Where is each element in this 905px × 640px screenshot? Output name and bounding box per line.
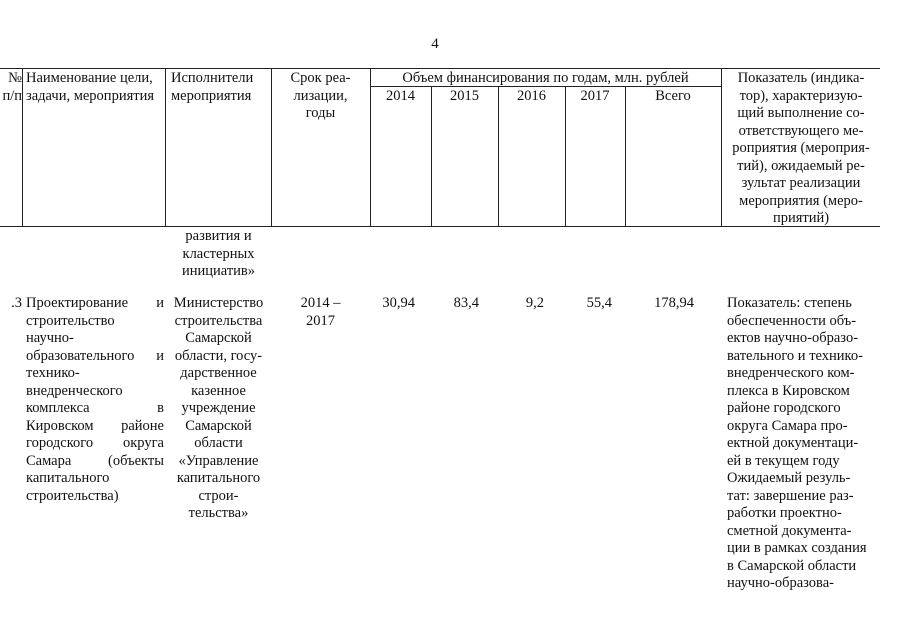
col-divider-5 xyxy=(431,86,432,226)
row-executors: Министерство строительства Самарской области, госу- дарственное казенное учреждение Самарской области «Управление капитального строи- тельства» xyxy=(173,295,264,521)
header-year-2016: 2016 xyxy=(517,88,546,104)
col-divider-7 xyxy=(565,86,566,226)
header-indicator: Показатель (индика- тор), характеризую- щий выполнение со- ответствующего ме- роприятия (мероприя- тий), ожидаемый ре- зультат реализации мероприятия (меро- приятий) xyxy=(732,70,870,226)
col-divider-2 xyxy=(165,68,166,226)
col-divider-1 xyxy=(22,68,23,226)
header-financing: Объем финансирования по годам, млн. рублей xyxy=(402,70,689,86)
header-executors: Исполнители мероприятия xyxy=(171,70,254,104)
executors-carryover: развития и кластерных инициатив» xyxy=(181,228,256,279)
col-divider-6 xyxy=(498,86,499,226)
header-name: Наименование цели, задачи, мероприятия xyxy=(26,70,155,104)
row-value-2014: 30,94 xyxy=(382,295,415,311)
row-value-2015: 83,4 xyxy=(453,295,479,311)
row-number: 3. xyxy=(11,295,22,311)
row-value-2016: 9,2 xyxy=(525,295,544,311)
header-term: Срок реа- лизации, годы xyxy=(290,70,351,121)
header-top-border xyxy=(0,68,880,69)
row-indicator: Показатель: степень обеспеченности объ- ектов научно-образо- вательного и технико- внедренческого ком- плекса в Кировском районе городского округа Самара про- ектной документаци- ей в текущем году Ожидаемый резуль- тат: завершение раз- работки проектно- сметной документа- ции в рамках создания в Самарской области научно-образова- xyxy=(727,295,867,591)
header-num: № п/п xyxy=(2,70,22,104)
header-year-2017: 2017 xyxy=(580,88,610,104)
header-year-2014: 2014 xyxy=(386,88,415,104)
row-term: 2014 – 2017 xyxy=(300,295,341,329)
page-number: 4 xyxy=(431,36,439,52)
row-value-2017: 55,4 xyxy=(586,295,612,311)
col-divider-8 xyxy=(625,86,626,226)
row-total: 178,94 xyxy=(654,295,694,311)
header-year-2015: 2015 xyxy=(450,88,479,104)
row-name: Проектирование и строительство научно-образовательного и технико-внедренческого комплекса в Кировском районе городского округа Самара (объекты капитального строительства) xyxy=(26,295,164,504)
header-total: Всего xyxy=(655,88,691,104)
